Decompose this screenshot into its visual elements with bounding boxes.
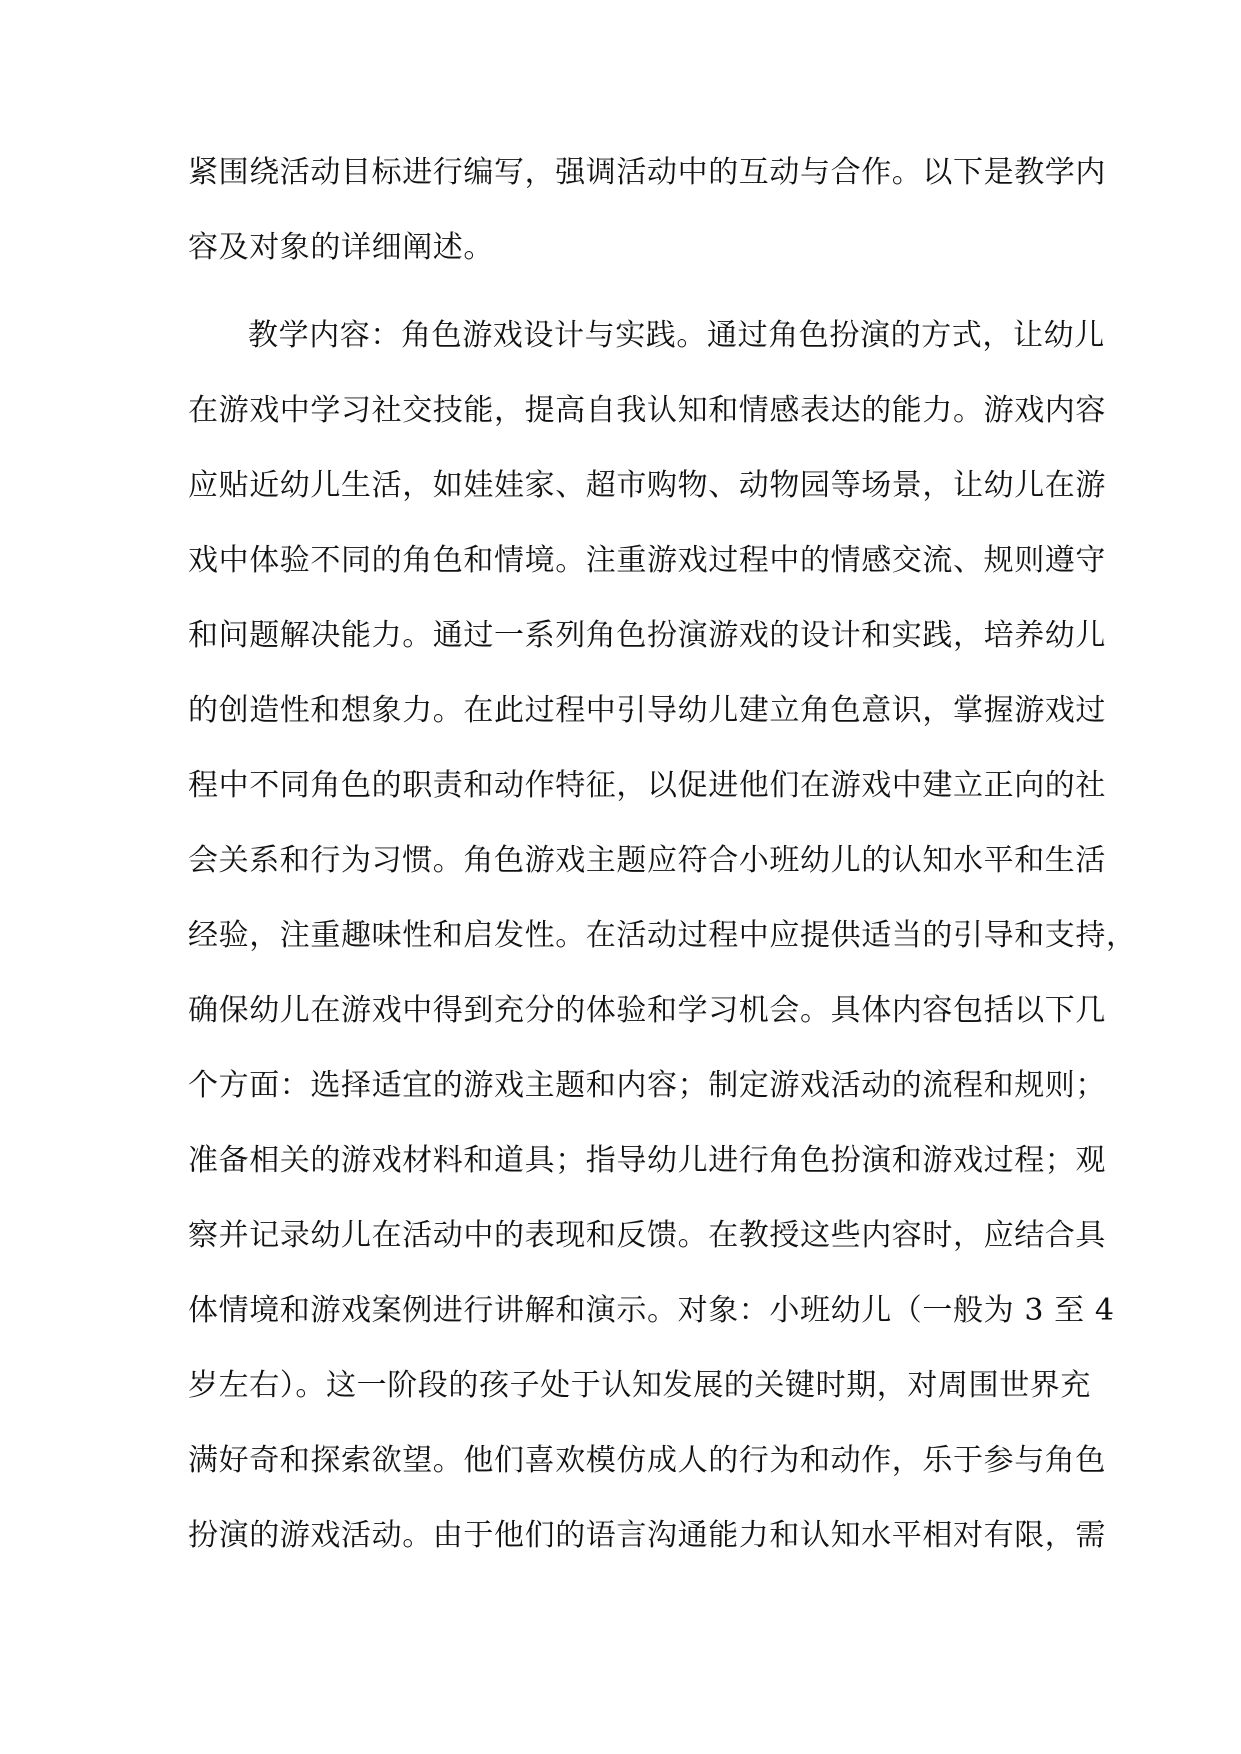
text-line: 紧围绕活动目标进行编写，强调活动中的互动与合作。以下是教学内 [188,155,1106,190]
text-line: 个方面：选择适宜的游戏主题和内容；制定游戏活动的流程和规则； [188,1068,1106,1103]
text-line: 教学内容：角色游戏设计与实践。通过角色扮演的方式，让幼儿 [248,318,1105,353]
paragraph-1 [188,144,1106,294]
body-text [188,144,1137,1582]
text-line: 在游戏中学习社交技能，提高自我认知和情感表达的能力。游戏内容 [188,393,1106,428]
text-line: 应贴近幼儿生活，如娃娃家、超市购物、动物园等场景，让幼儿在游 [188,468,1106,503]
text-line: 确保幼儿在游戏中得到充分的体验和学习机会。具体内容包括以下几 [188,993,1106,1028]
text-line: 扮演的游戏活动。由于他们的语言沟通能力和认知水平相对有限，需 [188,1518,1106,1553]
text-line: 程中不同角色的职责和动作特征，以促进他们在游戏中建立正向的社 [188,768,1106,803]
text-line: 满好奇和探索欲望。他们喜欢模仿成人的行为和动作，乐于参与角色 [188,1443,1106,1478]
text-line: 会关系和行为习惯。角色游戏主题应符合小班幼儿的认知水平和生活 [188,843,1106,878]
text-line: 容及对象的详细阐述。 [188,230,494,265]
text-line: 经验，注重趣味性和启发性。在活动过程中应提供适当的引导和支持， [188,918,1137,953]
text-line: 和问题解决能力。通过一系列角色扮演游戏的设计和实践，培养幼儿 [188,618,1106,653]
text-line: 岁左右）。这一阶段的孩子处于认知发展的关键时期，对周围世界充 [188,1368,1091,1403]
text-line: 准备相关的游戏材料和道具；指导幼儿进行角色扮演和游戏过程；观 [188,1143,1106,1178]
paragraph-2 [188,307,1137,1582]
text-line: 的创造性和想象力。在此过程中引导幼儿建立角色意识，掌握游戏过 [188,693,1106,728]
text-line: 体情境和游戏案例进行讲解和演示。对象：小班幼儿（一般为 3 至 4 [188,1293,1115,1328]
text-line: 察并记录幼儿在活动中的表现和反馈。在教授这些内容时，应结合具 [188,1218,1106,1253]
text-line: 戏中体验不同的角色和情境。注重游戏过程中的情感交流、规则遵守 [188,543,1106,578]
